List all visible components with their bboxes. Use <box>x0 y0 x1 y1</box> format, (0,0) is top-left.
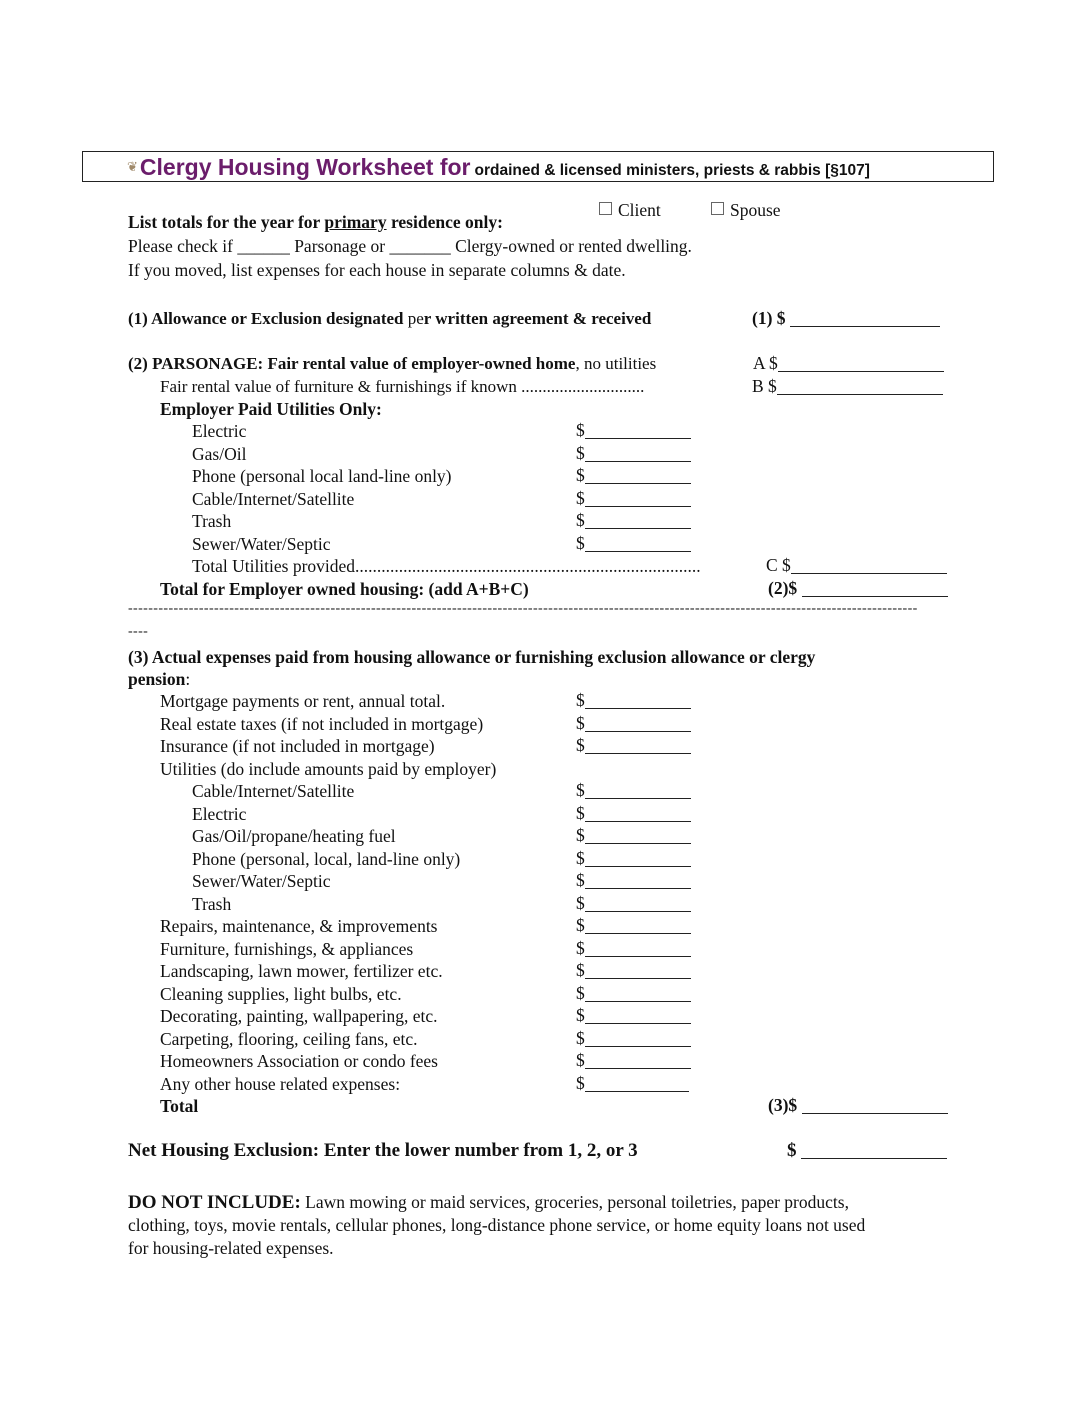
title-subtitle: ordained & licensed ministers, priests & rabbis [§107] <box>474 162 870 179</box>
utility-input-line[interactable] <box>585 422 691 439</box>
field-2-input-line[interactable] <box>802 580 948 597</box>
field-b[interactable] <box>752 376 943 397</box>
expense-item: Cable/Internet/Satellite <box>192 781 355 801</box>
dashed-separator-tail: ---- <box>128 624 149 639</box>
expense-field[interactable] <box>576 825 691 846</box>
field-c-input-line[interactable] <box>791 557 947 574</box>
section-3-total-label: Total <box>160 1096 199 1116</box>
expense-field[interactable] <box>576 915 691 936</box>
expense-field[interactable] <box>576 1028 691 1049</box>
utility-item: Electric <box>192 421 247 441</box>
utility-field[interactable] <box>576 488 691 509</box>
exclusions-text-1: Lawn mowing or maid services, groceries, personal toiletries, paper products, <box>300 1192 849 1212</box>
field-a-label: A $ <box>753 353 778 373</box>
checkbox-box-icon[interactable] <box>711 202 724 215</box>
utility-item: Phone (personal local land-line only) <box>192 466 452 486</box>
expense-input-line[interactable] <box>585 962 691 979</box>
title-main: Clergy Housing Worksheet for <box>139 154 471 180</box>
section-3-heading-line-2 <box>128 668 190 690</box>
expense-item: Decorating, painting, wallpapering, etc. <box>160 1006 438 1026</box>
utility-item: Trash <box>192 511 232 531</box>
utility-input-line[interactable] <box>585 445 691 462</box>
utility-field[interactable] <box>576 420 691 441</box>
expense-input-line[interactable] <box>585 737 691 754</box>
expense-item: Phone (personal, local, land-line only) <box>192 849 461 869</box>
field-3-label: (3)$ <box>768 1095 798 1115</box>
dollar-sign: $ <box>576 803 585 823</box>
utility-item: Cable/Internet/Satellite <box>192 489 355 509</box>
net-input-line[interactable] <box>801 1142 947 1159</box>
intro-underlined: primary <box>324 212 387 232</box>
dollar-sign: $ <box>576 465 585 485</box>
expense-field[interactable] <box>576 938 691 959</box>
net-dollar-sign: $ <box>787 1140 797 1161</box>
expense-item: Insurance (if not included in mortgage) <box>160 736 435 756</box>
furnishings-label: Fair rental value of furniture & furnishings if known ............................. <box>160 377 645 396</box>
expense-input-line[interactable] <box>585 895 691 912</box>
utility-item: Gas/Oil <box>192 444 247 464</box>
expense-item: Mortgage payments or rent, annual total. <box>160 691 446 711</box>
exclusions-line-1 <box>128 1191 849 1214</box>
dollar-sign: $ <box>576 1005 585 1025</box>
exclusions-line-3: for housing-related expenses. <box>128 1238 334 1258</box>
field-c-label: C $ <box>766 555 791 575</box>
field-2-total[interactable] <box>768 578 948 599</box>
expense-input-line[interactable] <box>585 1075 689 1092</box>
exclusions-heading: DO NOT INCLUDE: <box>128 1192 301 1213</box>
expense-input-line[interactable] <box>585 715 691 732</box>
expense-input-line[interactable] <box>585 850 691 867</box>
spouse-checkbox-label: Spouse <box>730 200 781 220</box>
s1-bold-a: (1) Allowance or Exclusion designated <box>128 309 408 328</box>
dashed-separator: ------------------------------------------------------------------------------------------------------------------------------------------------------------ <box>128 601 918 616</box>
spouse-checkbox[interactable] <box>711 199 781 221</box>
net-housing-exclusion-label: Net Housing Exclusion: Enter the lower number from 1, 2, or 3 <box>128 1140 638 1161</box>
expense-input-line[interactable] <box>585 940 691 957</box>
utility-field[interactable] <box>576 533 691 554</box>
client-checkbox[interactable] <box>599 199 661 221</box>
expense-field[interactable] <box>576 1073 689 1094</box>
dollar-sign: $ <box>576 1050 585 1070</box>
expense-field[interactable] <box>576 893 691 914</box>
dollar-sign: $ <box>576 735 585 755</box>
expense-input-line[interactable] <box>585 1030 691 1047</box>
field-2-label: (2)$ <box>768 578 798 598</box>
expense-input-line[interactable] <box>585 827 691 844</box>
dollar-sign: $ <box>576 825 585 845</box>
exclusions-line-2: clothing, toys, movie rentals, cellular phones, long-distance phone service, or home equity loans not used <box>128 1215 866 1235</box>
expense-field[interactable] <box>576 713 691 734</box>
field-b-input-line[interactable] <box>777 378 943 395</box>
expense-item: Cleaning supplies, light bulbs, etc. <box>160 984 402 1004</box>
dollar-sign: $ <box>576 420 585 440</box>
dollar-sign: $ <box>576 870 585 890</box>
expense-item: Electric <box>192 804 247 824</box>
section-1-label <box>128 308 651 330</box>
net-housing-field[interactable] <box>787 1140 947 1162</box>
checkbox-box-icon[interactable] <box>599 202 612 215</box>
page-title <box>127 154 870 181</box>
total-utilities-label: Total Utilities provided............................................................................... <box>192 556 701 576</box>
total-employer-housing-label: Total for Employer owned housing: (add A+B+C) <box>160 579 529 599</box>
expense-field[interactable] <box>576 780 691 801</box>
expense-item: Furniture, furnishings, & appliances <box>160 939 414 959</box>
intro-suffix: residence only: <box>386 212 503 232</box>
moved-note: If you moved, list expenses for each house in separate columns & date. <box>128 260 626 280</box>
field-c[interactable] <box>766 555 947 576</box>
dollar-sign: $ <box>576 690 585 710</box>
dollar-sign: $ <box>576 1073 585 1093</box>
dollar-sign: $ <box>576 780 585 800</box>
title-box <box>82 151 994 182</box>
dollar-sign: $ <box>576 938 585 958</box>
dollar-sign: $ <box>576 915 585 935</box>
expense-field[interactable] <box>576 690 691 711</box>
expense-input-line[interactable] <box>585 782 691 799</box>
expense-item: Any other house related expenses: <box>160 1074 401 1094</box>
expense-input-line[interactable] <box>585 805 691 822</box>
utility-field[interactable] <box>576 443 691 464</box>
s2-normal: , no utilities <box>575 354 657 373</box>
expense-item: Carpeting, flooring, ceiling fans, etc. <box>160 1029 418 1049</box>
expense-field[interactable] <box>576 983 691 1004</box>
expense-field[interactable] <box>576 848 691 869</box>
s3-colon: : <box>185 669 191 689</box>
dollar-sign: $ <box>576 983 585 1003</box>
intro-prefix: List totals for the year for <box>128 212 325 232</box>
expense-input-line[interactable] <box>585 917 691 934</box>
s1-normal: pe <box>407 309 424 328</box>
expense-field[interactable] <box>576 1005 691 1026</box>
dollar-sign: $ <box>576 848 585 868</box>
dollar-sign: $ <box>576 893 585 913</box>
expense-input-line[interactable] <box>585 1007 691 1024</box>
expense-field[interactable] <box>576 803 691 824</box>
expense-input-line[interactable] <box>585 985 691 1002</box>
dwelling-type-line[interactable]: Please check if ______ Parsonage or _______ Clergy-owned or rented dwelling. <box>128 236 692 256</box>
dollar-sign: $ <box>576 443 585 463</box>
expense-input-line[interactable] <box>585 1052 691 1069</box>
utility-input-line[interactable] <box>585 512 691 529</box>
utility-input-line[interactable] <box>585 535 691 552</box>
expense-item: Repairs, maintenance, & improvements <box>160 916 438 936</box>
intro-line-1 <box>128 211 503 233</box>
expense-field[interactable] <box>576 1050 691 1071</box>
expense-item: Real estate taxes (if not included in mortgage) <box>160 714 484 734</box>
dollar-sign: $ <box>576 488 585 508</box>
s2-bold: (2) PARSONAGE: Fair rental value of employer-owned home <box>128 354 576 373</box>
expense-input-line[interactable] <box>585 872 691 889</box>
field-3-input-line[interactable] <box>802 1097 948 1114</box>
utility-field[interactable] <box>576 510 691 531</box>
dollar-sign: $ <box>576 960 585 980</box>
s1-bold-b: r written agreement & received <box>423 309 652 328</box>
expense-item: Homeowners Association or condo fees <box>160 1051 438 1071</box>
flower-ornament-icon: ❦ <box>127 159 138 174</box>
s3-bold: pension <box>128 669 186 689</box>
allowance-input-line[interactable] <box>790 310 940 327</box>
utility-input-line[interactable] <box>585 467 691 484</box>
field-a[interactable] <box>753 353 944 374</box>
expense-item: Landscaping, lawn mower, fertilizer etc. <box>160 961 443 981</box>
expense-item: Utilities (do include amounts paid by employer) <box>160 759 497 779</box>
section-3-heading: (3) Actual expenses paid from housing allowance or furnishing exclusion allowance or clergy <box>128 647 816 667</box>
client-checkbox-label: Client <box>618 200 661 220</box>
expense-item: Trash <box>192 894 232 914</box>
utility-field[interactable] <box>576 465 691 486</box>
expense-field[interactable] <box>576 960 691 981</box>
dollar-sign: $ <box>576 1028 585 1048</box>
utilities-heading: Employer Paid Utilities Only: <box>160 399 382 419</box>
expense-input-line[interactable] <box>585 692 691 709</box>
section-2-label <box>128 353 656 375</box>
allowance-field-label: (1) $ <box>752 308 786 328</box>
expense-item: Sewer/Water/Septic <box>192 871 331 891</box>
expense-item: Gas/Oil/propane/heating fuel <box>192 826 396 846</box>
field-b-label: B $ <box>752 376 777 396</box>
field-a-input-line[interactable] <box>778 355 944 372</box>
utility-item: Sewer/Water/Septic <box>192 534 331 554</box>
dollar-sign: $ <box>576 713 585 733</box>
expense-field[interactable] <box>576 735 691 756</box>
field-3-total[interactable] <box>768 1095 948 1116</box>
dollar-sign: $ <box>576 510 585 530</box>
utility-input-line[interactable] <box>585 490 691 507</box>
expense-field[interactable] <box>576 870 691 891</box>
dollar-sign: $ <box>576 533 585 553</box>
allowance-field[interactable] <box>752 308 940 329</box>
